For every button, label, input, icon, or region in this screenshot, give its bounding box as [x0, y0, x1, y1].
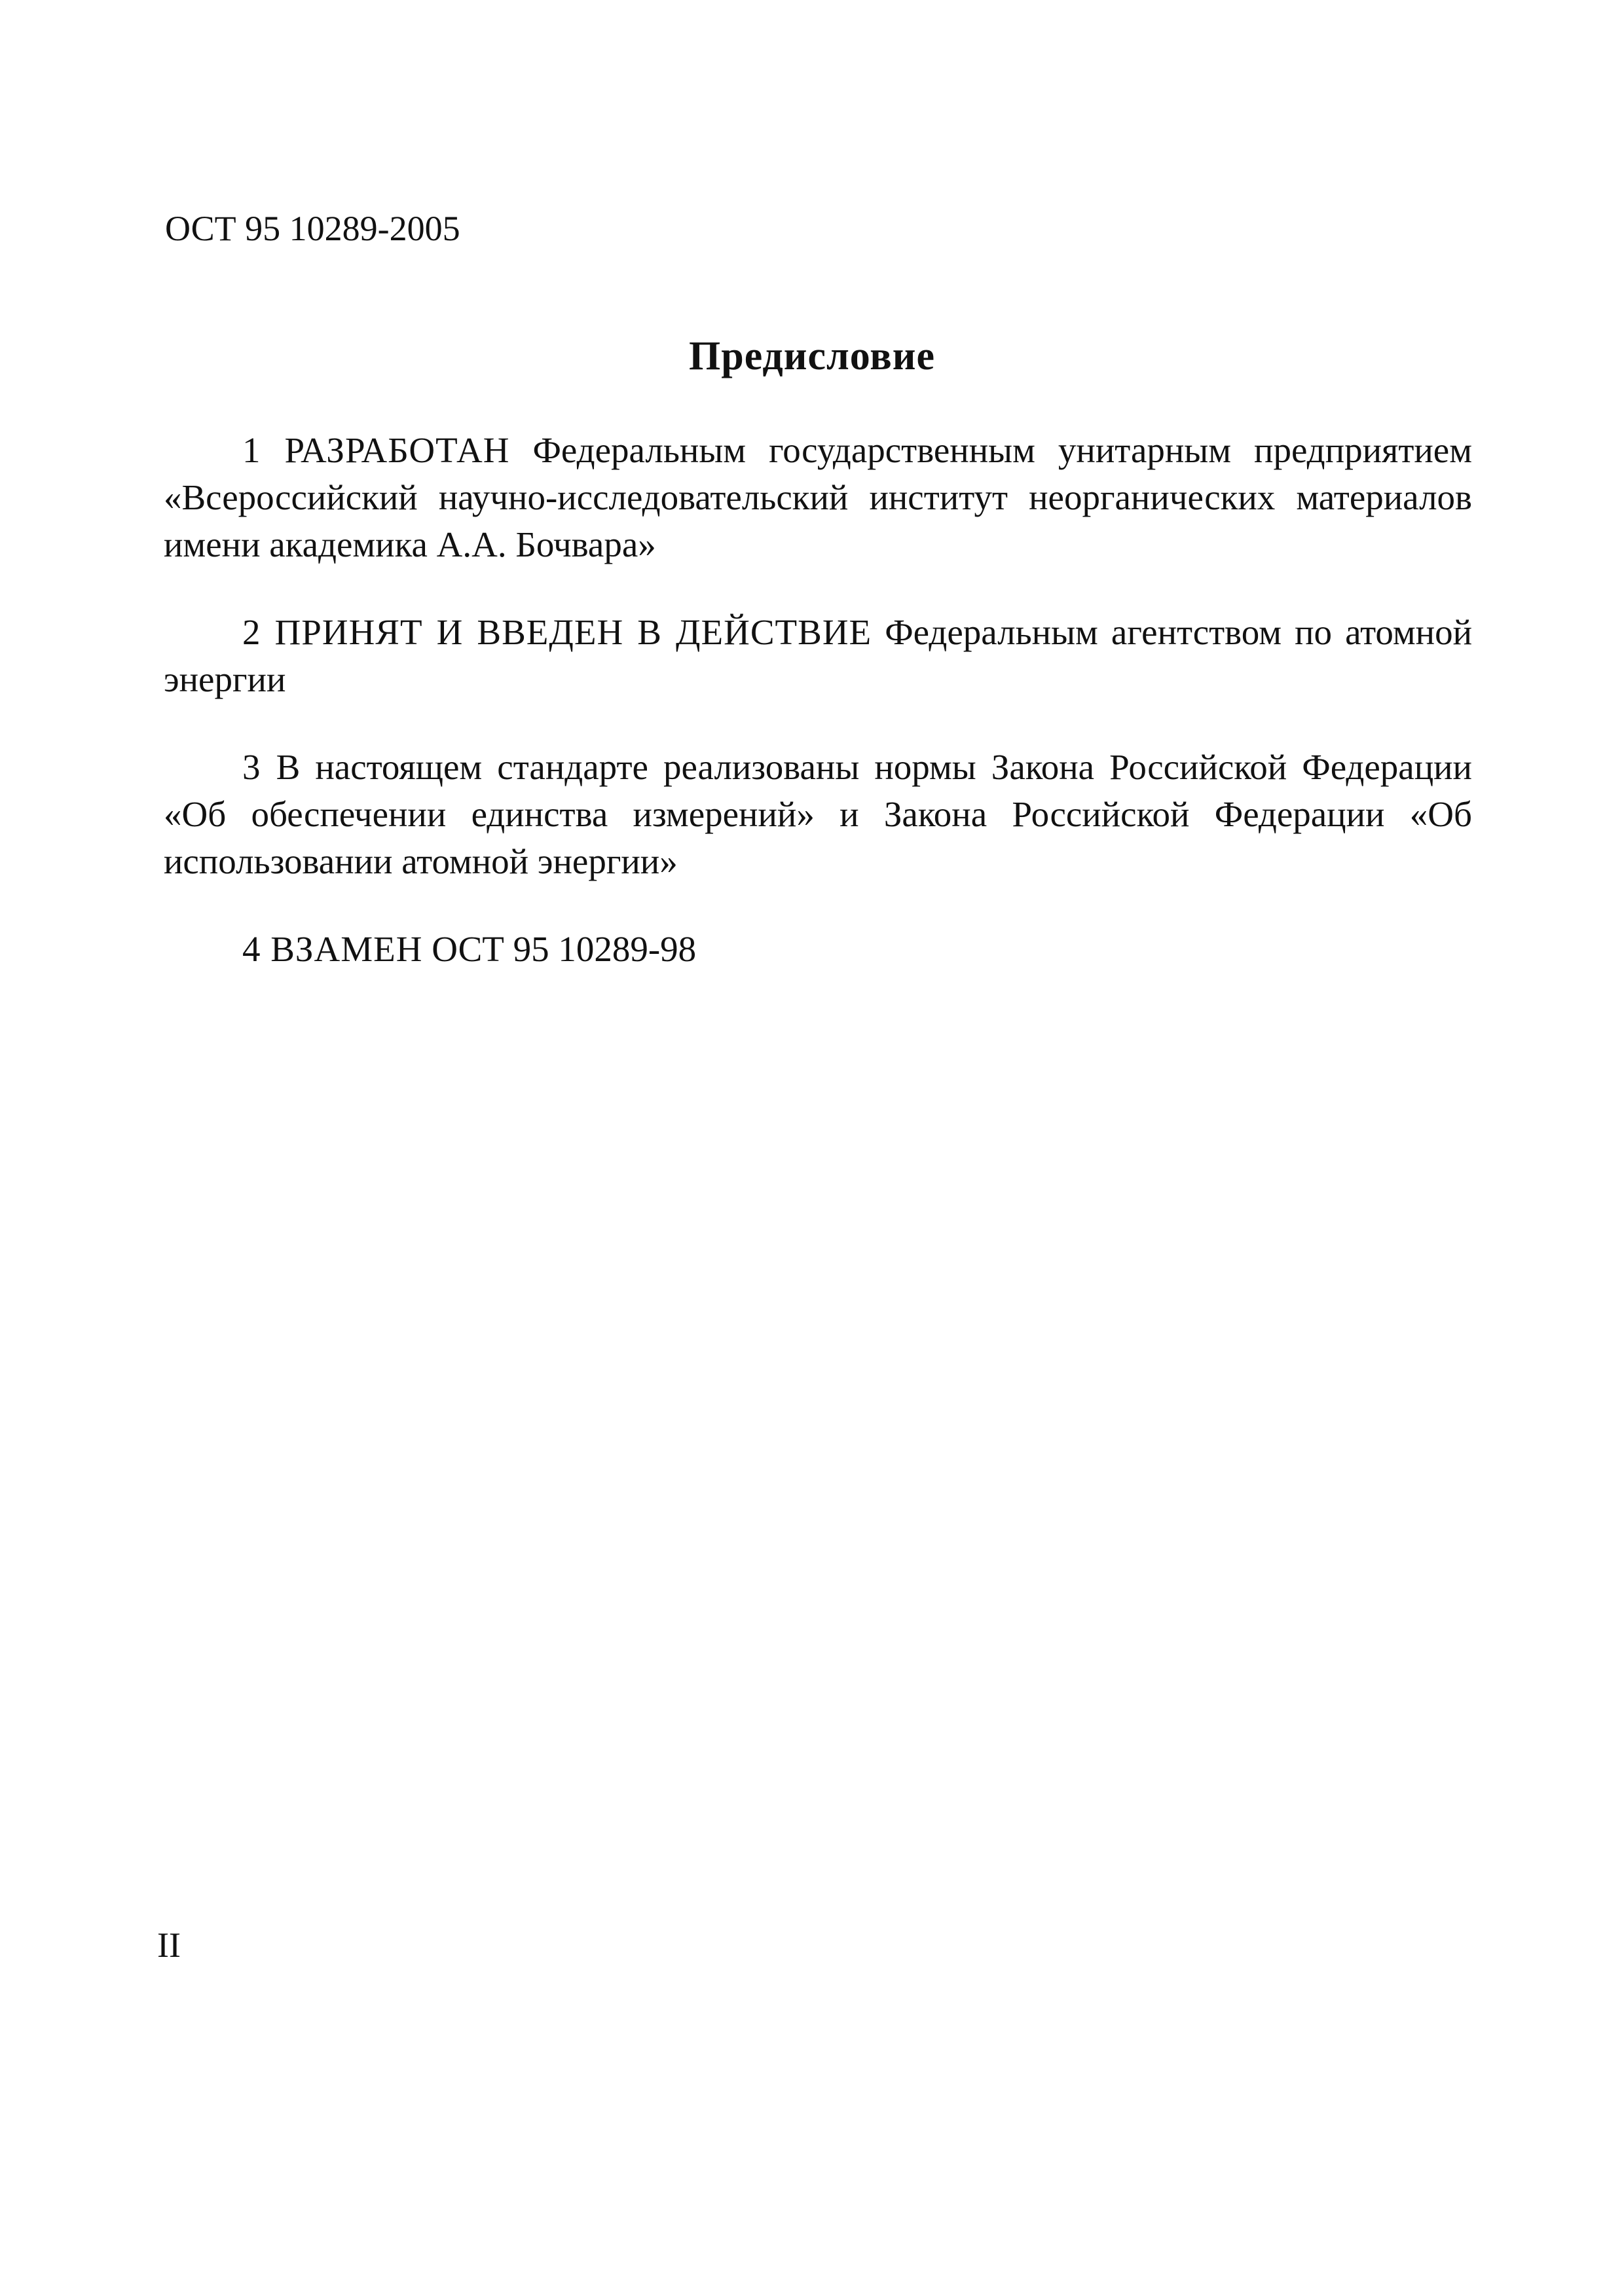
- paragraph-adopted: [164, 609, 1472, 703]
- page-number: II: [157, 1925, 181, 1965]
- paragraph-text: ОСТ 95 10289-98: [422, 929, 697, 969]
- paragraph-text: Федеральным агентством по атомной энергии: [164, 612, 1473, 699]
- section-title: Предисловие: [689, 334, 935, 378]
- foreword-body: [164, 427, 1472, 1013]
- paragraph-laws: [164, 744, 1472, 885]
- paragraph-developed-by: [164, 427, 1472, 568]
- paragraph-lead: 1 РАЗРАБОТАН: [242, 430, 510, 470]
- paragraph-lead: 4 ВЗАМЕН: [242, 929, 423, 969]
- paragraph-lead: 3: [242, 747, 261, 787]
- paragraph-text: Федеральным государственным унитарным предприятием «Всероссийский научно-исследовательский институт неорганических материалов имени академика А.А. Бочвара»: [164, 430, 1473, 564]
- paragraph-lead: 2 ПРИНЯТ И ВВЕДЕН В ДЕЙСТВИЕ: [242, 612, 872, 652]
- document-code: ОСТ 95 10289-2005: [165, 209, 460, 248]
- paragraph-text: В настоящем стандарте реализованы нормы Закона Российской Федерации «Об обеспечении единства измерений» и Закона Российской Федерации «Об использовании атомной энергии»: [164, 747, 1472, 881]
- paragraph-replaces: [164, 926, 1472, 973]
